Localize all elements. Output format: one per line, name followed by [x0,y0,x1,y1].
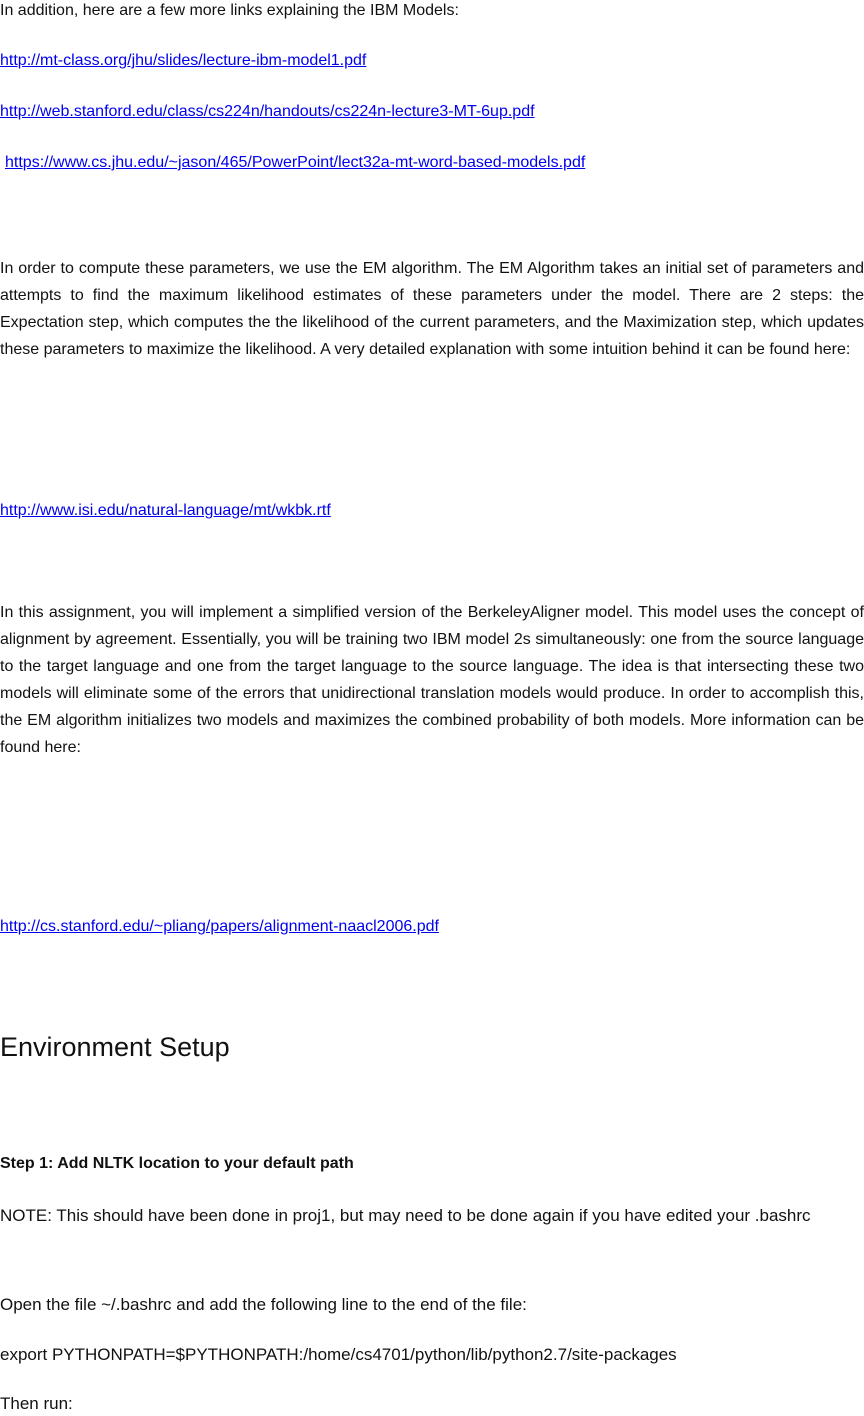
link-stanford-cs224n-handout[interactable]: http://web.stanford.edu/class/cs224n/handouts/cs224n-lecture3-MT-6up.pdf [0,103,535,120]
link-ibm-model1-slides[interactable]: http://mt-class.org/jhu/slides/lecture-ibm-model1.pdf [0,52,367,69]
step1-open-file-instruction: Open the file ~/.bashrc and add the following line to the end of the file: [0,1295,527,1314]
step1-title: Step 1: Add NLTK location to your default path [0,1155,354,1172]
link-isi-workbook[interactable]: http://www.isi.edu/natural-language/mt/wkbk.rtf [0,502,331,519]
link-jhu-word-based-models[interactable]: https://www.cs.jhu.edu/~jason/465/PowerPoint/lect32a-mt-word-based-models.pdf [5,154,586,171]
assignment-paragraph: In this assignment, you will implement a simplified version of the BerkeleyAligner model. This model uses the concept of alignment by agreement. Essentially, you will be training two IBM model 2s simultaneously: one from the source language to the target language and one from the target language to the source language. The idea is that intersecting these two models will eliminate some of the errors that unidirectional translation models would produce. In order to accomplish this, the EM algorithm initializes two models and maximizes the combined probability of both models. More information can be found here: [0,604,864,756]
em-algorithm-paragraph: In order to compute these parameters, we use the EM algorithm. The EM Algorithm takes an initial set of parameters and attempts to find the maximum likelihood estimates of these parameters under the model. There are 2 steps: the Expectation step, which computes the the likelihood of the current parameters, and the Maximization step, which updates these parameters to maximize the likelihood. A very detailed explanation with some intuition behind it can be found here: [0,260,864,358]
link-alignment-naacl2006[interactable]: http://cs.stanford.edu/~pliang/papers/alignment-naacl2006.pdf [0,918,439,935]
step1-note: NOTE: This should have been done in proj1, but may need to be done again if you have edited your .bashrc [0,1206,811,1225]
intro-text: In addition, here are a few more links explaining the IBM Models: [0,2,459,19]
section-heading-environment-setup: Environment Setup [0,1032,230,1062]
step1-export-command: export PYTHONPATH=$PYTHONPATH:/home/cs4701/python/lib/python2.7/site-packages [0,1345,677,1364]
step1-then-run: Then run: [0,1394,73,1413]
